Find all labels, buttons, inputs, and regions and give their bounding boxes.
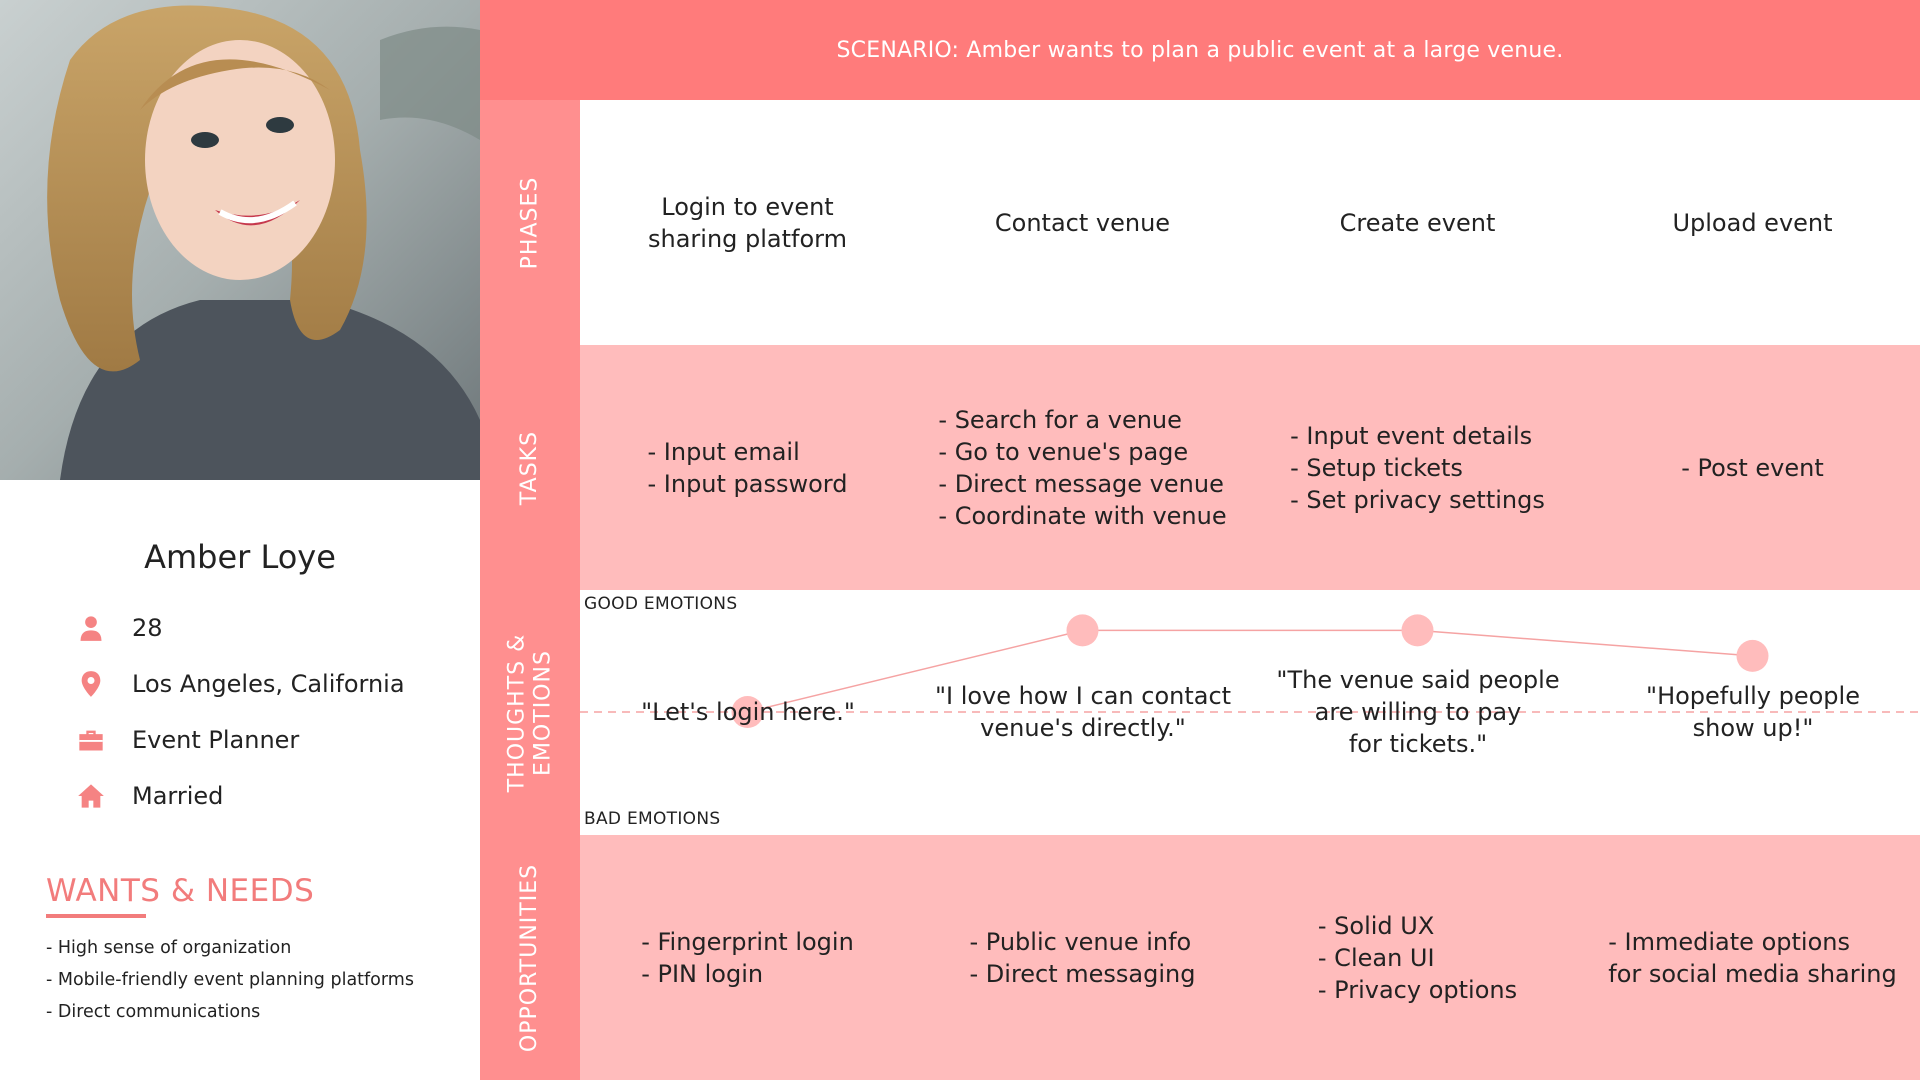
- emotion-quote-line: venue's directly.": [980, 714, 1186, 742]
- emotion-quote-line: "Hopefully people: [1646, 682, 1860, 710]
- task-cell: [1585, 345, 1920, 590]
- task-item: - Search for a venue: [938, 405, 1182, 434]
- task-cell: [915, 345, 1250, 590]
- opportunity-item: - Solid UX: [1317, 911, 1435, 940]
- good-emotions-label: GOOD EMOTIONS: [584, 594, 738, 614]
- task-item: - Input email: [647, 437, 800, 466]
- emotion-quote-line: show up!": [1692, 714, 1814, 742]
- row-label-emotions: [480, 590, 580, 835]
- opportunity-item: - Clean UI: [1317, 943, 1435, 972]
- task-item: - Set privacy settings: [1290, 485, 1545, 514]
- phases-row: [580, 100, 1920, 345]
- phase-cell: [1585, 100, 1920, 345]
- row-label-phases-text: PHASES: [516, 176, 542, 269]
- emotion-quote-line: "I love how I can contact: [934, 682, 1232, 710]
- opportunity-item: for social media sharing: [1608, 959, 1897, 988]
- home-icon: [76, 781, 106, 811]
- task-item: - Input password: [647, 469, 848, 498]
- wants-needs-list: [46, 932, 414, 1028]
- task-item: - Setup tickets: [1290, 453, 1463, 482]
- emotion-quote: [935, 680, 1231, 744]
- emotion-line: [748, 630, 1753, 712]
- task-item: - Post event: [1681, 453, 1824, 482]
- wants-needs-item: - Direct communications: [46, 1002, 261, 1022]
- opportunity-item: - Fingerprint login: [641, 927, 854, 956]
- emotion-point-3: [1402, 614, 1434, 646]
- location-pin-icon: [76, 669, 106, 699]
- opportunity-item: - Public venue info: [969, 927, 1192, 956]
- opportunity-cell: [580, 835, 915, 1080]
- row-label-tasks-text: TASKS: [516, 430, 542, 505]
- persona-location-row: [76, 664, 405, 704]
- task-item: - Direct message venue: [938, 469, 1224, 498]
- emotion-quote-line: for tickets.": [1348, 730, 1488, 758]
- row-label-tasks: [480, 345, 580, 590]
- opportunity-item: - Privacy options: [1317, 975, 1518, 1004]
- row-label-emotions-line2: EMOTIONS: [530, 649, 556, 776]
- phase-cell: [580, 100, 915, 345]
- emotion-quote-line: "Let's login here.": [641, 698, 855, 726]
- row-label-emotions-line1: THOUGHTS &: [504, 633, 530, 792]
- phase-label-line2: sharing platform: [647, 224, 847, 253]
- briefcase-icon: [76, 725, 106, 755]
- persona-status-row: [76, 776, 223, 816]
- persona-location: Los Angeles, California: [132, 670, 405, 698]
- persona-portrait-illustration: [0, 0, 480, 480]
- opportunity-cell: [915, 835, 1250, 1080]
- opportunity-cell: [1585, 835, 1920, 1080]
- phase-label: Login to event: [661, 192, 834, 221]
- persona-age-row: [76, 608, 163, 648]
- emotion-quote: [1276, 664, 1559, 760]
- phase-cell: [1250, 100, 1585, 345]
- row-label-phases: [480, 100, 580, 345]
- persona-name: Amber Loye: [144, 538, 336, 576]
- emotion-quote: [1646, 680, 1860, 744]
- persona-occupation: Event Planner: [132, 726, 300, 754]
- tasks-row: [580, 345, 1920, 590]
- persona-age: 28: [132, 614, 163, 642]
- task-item: - Go to venue's page: [938, 437, 1189, 466]
- row-label-opportunities: [480, 835, 580, 1080]
- emotion-quote-line: "The venue said people: [1276, 666, 1560, 694]
- scenario-banner: [480, 0, 1920, 100]
- emotion-point-4: [1737, 640, 1769, 672]
- emotion-point-2: [1067, 614, 1099, 646]
- opportunity-item: - Immediate options: [1608, 927, 1850, 956]
- persona-photo: [0, 0, 480, 480]
- scenario-text: SCENARIO: Amber wants to plan a public event at a large venue.: [836, 37, 1564, 63]
- wants-needs-item: - Mobile-friendly event planning platforms: [46, 970, 414, 990]
- persona-occupation-row: [76, 720, 299, 760]
- bad-emotions-label: BAD EMOTIONS: [584, 809, 721, 829]
- emotion-quote: [641, 696, 855, 728]
- phase-label: Create event: [1339, 208, 1496, 237]
- opportunity-item: - PIN login: [641, 959, 764, 988]
- row-label-opportunities-text: OPPORTUNITIES: [517, 863, 543, 1052]
- task-cell: [580, 345, 915, 590]
- opportunities-row: [580, 835, 1920, 1080]
- opportunity-item: - Direct messaging: [969, 959, 1196, 988]
- wants-needs-heading: WANTS & NEEDS: [46, 873, 315, 909]
- emotion-quote-line: are willing to pay: [1314, 698, 1522, 726]
- wants-needs-item: - High sense of organization: [46, 938, 292, 958]
- wants-needs-underline: [46, 914, 146, 918]
- task-item: - Coordinate with venue: [938, 501, 1227, 530]
- task-item: - Input event details: [1290, 421, 1533, 450]
- opportunity-cell: [1250, 835, 1585, 1080]
- row-label-emotions-text: [504, 633, 556, 792]
- user-icon: [76, 613, 106, 643]
- phase-label: Upload event: [1672, 208, 1833, 237]
- task-cell: [1250, 345, 1585, 590]
- persona-marital-status: Married: [132, 782, 224, 810]
- phase-label: Contact venue: [994, 208, 1171, 237]
- phase-cell: [915, 100, 1250, 345]
